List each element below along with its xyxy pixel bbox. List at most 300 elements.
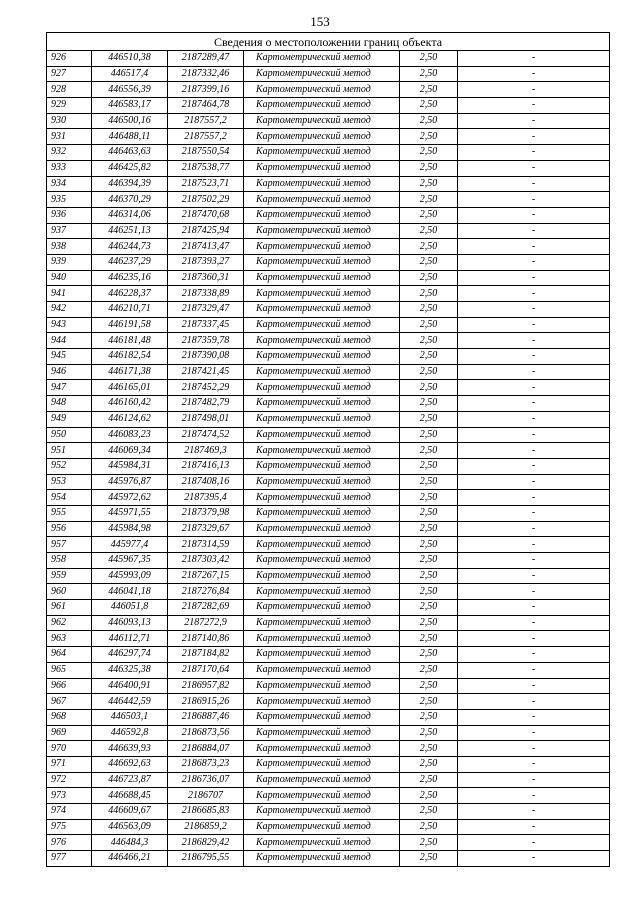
point-number-cell: 959 [47, 568, 92, 584]
note-cell: - [458, 349, 610, 365]
point-number-cell: 976 [47, 835, 92, 851]
method-cell: Картометрический метод [244, 254, 400, 270]
coordinate-x-cell: 446442,59 [92, 694, 168, 710]
table-row [47, 82, 610, 98]
coordinate-y-cell: 2186707 [168, 788, 244, 804]
table-row [47, 66, 610, 82]
coordinate-x-cell: 445984,31 [92, 458, 168, 474]
coordinate-y-cell: 2187470,68 [168, 207, 244, 223]
point-number-cell: 948 [47, 396, 92, 412]
note-cell: - [458, 615, 610, 631]
coordinate-x-cell: 446093,13 [92, 615, 168, 631]
table-row [47, 98, 610, 114]
note-cell: - [458, 302, 610, 318]
note-cell: - [458, 113, 610, 129]
coordinate-y-cell: 2186887,46 [168, 709, 244, 725]
accuracy-cell: 2,50 [400, 254, 458, 270]
method-cell: Картометрический метод [244, 678, 400, 694]
note-cell: - [458, 396, 610, 412]
table-row [47, 772, 610, 788]
method-cell: Картометрический метод [244, 521, 400, 537]
table-row [47, 176, 610, 192]
note-cell: - [458, 66, 610, 82]
table-row [47, 505, 610, 521]
point-number-cell: 930 [47, 113, 92, 129]
coordinate-y-cell: 2187282,69 [168, 600, 244, 616]
coordinate-x-cell: 446639,93 [92, 741, 168, 757]
method-cell: Картометрический метод [244, 192, 400, 208]
table-row [47, 851, 610, 867]
point-number-cell: 967 [47, 694, 92, 710]
method-cell: Картометрический метод [244, 725, 400, 741]
coordinate-x-cell: 446503,1 [92, 709, 168, 725]
accuracy-cell: 2,50 [400, 725, 458, 741]
accuracy-cell: 2,50 [400, 207, 458, 223]
note-cell: - [458, 490, 610, 506]
coordinate-y-cell: 2186884,07 [168, 741, 244, 757]
coordinate-x-cell: 445993,09 [92, 568, 168, 584]
method-cell: Картометрический метод [244, 694, 400, 710]
point-number-cell: 941 [47, 286, 92, 302]
coordinate-y-cell: 2187425,94 [168, 223, 244, 239]
point-number-cell: 934 [47, 176, 92, 192]
note-cell: - [458, 458, 610, 474]
table-row [47, 662, 610, 678]
table-row [47, 317, 610, 333]
table-caption: Сведения о местоположении границ объекта [47, 33, 610, 51]
point-number-cell: 929 [47, 98, 92, 114]
method-cell: Картометрический метод [244, 411, 400, 427]
note-cell: - [458, 851, 610, 867]
coordinate-x-cell: 445971,55 [92, 505, 168, 521]
table-row [47, 302, 610, 318]
coordinate-y-cell: 2187557,2 [168, 113, 244, 129]
coordinate-y-cell: 2187538,77 [168, 160, 244, 176]
coordinate-x-cell: 446182,54 [92, 349, 168, 365]
method-cell: Картометрический метод [244, 396, 400, 412]
coordinate-y-cell: 2186957,82 [168, 678, 244, 694]
point-number-cell: 972 [47, 772, 92, 788]
method-cell: Картометрический метод [244, 286, 400, 302]
accuracy-cell: 2,50 [400, 568, 458, 584]
coordinate-x-cell: 446165,01 [92, 380, 168, 396]
coordinate-y-cell: 2187184,82 [168, 647, 244, 663]
note-cell: - [458, 600, 610, 616]
coordinate-y-cell: 2186795,55 [168, 851, 244, 867]
table-body [47, 51, 610, 867]
point-number-cell: 939 [47, 254, 92, 270]
point-number-cell: 956 [47, 521, 92, 537]
method-cell: Картометрический метод [244, 380, 400, 396]
point-number-cell: 935 [47, 192, 92, 208]
accuracy-cell: 2,50 [400, 223, 458, 239]
point-number-cell: 927 [47, 66, 92, 82]
coordinate-y-cell: 2187337,45 [168, 317, 244, 333]
accuracy-cell: 2,50 [400, 474, 458, 490]
method-cell: Картометрический метод [244, 474, 400, 490]
method-cell: Картометрический метод [244, 239, 400, 255]
point-number-cell: 945 [47, 349, 92, 365]
method-cell: Картометрический метод [244, 302, 400, 318]
method-cell: Картометрический метод [244, 129, 400, 145]
table-row [47, 349, 610, 365]
note-cell: - [458, 537, 610, 553]
coordinate-y-cell: 2186915,26 [168, 694, 244, 710]
accuracy-cell: 2,50 [400, 772, 458, 788]
coordinate-y-cell: 2187482,79 [168, 396, 244, 412]
coordinate-x-cell: 446692,63 [92, 756, 168, 772]
coordinate-y-cell: 2187408,16 [168, 474, 244, 490]
note-cell: - [458, 51, 610, 67]
coordinate-y-cell: 2187272,9 [168, 615, 244, 631]
coordinate-y-cell: 2187464,78 [168, 98, 244, 114]
coordinate-x-cell: 445984,98 [92, 521, 168, 537]
table-row [47, 709, 610, 725]
accuracy-cell: 2,50 [400, 427, 458, 443]
table-row [47, 835, 610, 851]
table-row [47, 521, 610, 537]
note-cell: - [458, 239, 610, 255]
point-number-cell: 963 [47, 631, 92, 647]
note-cell: - [458, 584, 610, 600]
table-row [47, 756, 610, 772]
coordinate-x-cell: 446191,58 [92, 317, 168, 333]
point-number-cell: 957 [47, 537, 92, 553]
coordinate-x-cell: 446083,23 [92, 427, 168, 443]
accuracy-cell: 2,50 [400, 788, 458, 804]
coordinate-x-cell: 446210,71 [92, 302, 168, 318]
coordinate-y-cell: 2187303,42 [168, 553, 244, 569]
coordinate-x-cell: 446041,18 [92, 584, 168, 600]
method-cell: Картометрический метод [244, 223, 400, 239]
point-number-cell: 954 [47, 490, 92, 506]
method-cell: Картометрический метод [244, 490, 400, 506]
point-number-cell: 938 [47, 239, 92, 255]
point-number-cell: 960 [47, 584, 92, 600]
point-number-cell: 977 [47, 851, 92, 867]
method-cell: Картометрический метод [244, 537, 400, 553]
accuracy-cell: 2,50 [400, 82, 458, 98]
coordinate-y-cell: 2187338,89 [168, 286, 244, 302]
coordinate-x-cell: 446688,45 [92, 788, 168, 804]
table-row [47, 207, 610, 223]
accuracy-cell: 2,50 [400, 631, 458, 647]
point-number-cell: 936 [47, 207, 92, 223]
point-number-cell: 973 [47, 788, 92, 804]
point-number-cell: 953 [47, 474, 92, 490]
accuracy-cell: 2,50 [400, 160, 458, 176]
method-cell: Картометрический метод [244, 349, 400, 365]
coordinate-y-cell: 2187452,29 [168, 380, 244, 396]
method-cell: Картометрический метод [244, 66, 400, 82]
coordinate-x-cell: 445972,62 [92, 490, 168, 506]
accuracy-cell: 2,50 [400, 349, 458, 365]
point-number-cell: 971 [47, 756, 92, 772]
accuracy-cell: 2,50 [400, 756, 458, 772]
accuracy-cell: 2,50 [400, 741, 458, 757]
point-number-cell: 931 [47, 129, 92, 145]
method-cell: Картометрический метод [244, 772, 400, 788]
accuracy-cell: 2,50 [400, 364, 458, 380]
accuracy-cell: 2,50 [400, 145, 458, 161]
coordinate-y-cell: 2186685,83 [168, 804, 244, 820]
method-cell: Картометрический метод [244, 113, 400, 129]
point-number-cell: 975 [47, 819, 92, 835]
method-cell: Картометрический метод [244, 458, 400, 474]
point-number-cell: 950 [47, 427, 92, 443]
note-cell: - [458, 819, 610, 835]
point-number-cell: 947 [47, 380, 92, 396]
coordinate-x-cell: 446425,82 [92, 160, 168, 176]
coordinate-y-cell: 2187390,08 [168, 349, 244, 365]
accuracy-cell: 2,50 [400, 584, 458, 600]
table-row [47, 396, 610, 412]
point-number-cell: 940 [47, 270, 92, 286]
table-row [47, 129, 610, 145]
method-cell: Картометрический метод [244, 98, 400, 114]
accuracy-cell: 2,50 [400, 443, 458, 459]
point-number-cell: 942 [47, 302, 92, 318]
accuracy-cell: 2,50 [400, 615, 458, 631]
table-row [47, 223, 610, 239]
point-number-cell: 961 [47, 600, 92, 616]
accuracy-cell: 2,50 [400, 804, 458, 820]
coordinate-y-cell: 2187523,71 [168, 176, 244, 192]
table-row [47, 631, 610, 647]
accuracy-cell: 2,50 [400, 600, 458, 616]
point-number-cell: 946 [47, 364, 92, 380]
method-cell: Картометрический метод [244, 741, 400, 757]
accuracy-cell: 2,50 [400, 239, 458, 255]
coordinate-x-cell: 446400,91 [92, 678, 168, 694]
coordinate-x-cell: 446112,71 [92, 631, 168, 647]
note-cell: - [458, 662, 610, 678]
coordinate-x-cell: 446488,11 [92, 129, 168, 145]
method-cell: Картометрический метод [244, 364, 400, 380]
accuracy-cell: 2,50 [400, 113, 458, 129]
method-cell: Картометрический метод [244, 568, 400, 584]
coordinate-x-cell: 446609,67 [92, 804, 168, 820]
table-row [47, 694, 610, 710]
coordinate-x-cell: 446160,42 [92, 396, 168, 412]
note-cell: - [458, 788, 610, 804]
method-cell: Картометрический метод [244, 647, 400, 663]
point-number-cell: 944 [47, 333, 92, 349]
accuracy-cell: 2,50 [400, 317, 458, 333]
coordinate-y-cell: 2187360,31 [168, 270, 244, 286]
point-number-cell: 964 [47, 647, 92, 663]
coordinate-y-cell: 2186873,56 [168, 725, 244, 741]
coordinate-y-cell: 2187413,47 [168, 239, 244, 255]
table-row [47, 568, 610, 584]
method-cell: Картометрический метод [244, 788, 400, 804]
method-cell: Картометрический метод [244, 333, 400, 349]
note-cell: - [458, 756, 610, 772]
note-cell: - [458, 568, 610, 584]
coordinate-y-cell: 2186859,2 [168, 819, 244, 835]
table-row [47, 474, 610, 490]
table-row [47, 615, 610, 631]
point-number-cell: 965 [47, 662, 92, 678]
accuracy-cell: 2,50 [400, 709, 458, 725]
point-number-cell: 951 [47, 443, 92, 459]
table-row [47, 647, 610, 663]
note-cell: - [458, 160, 610, 176]
accuracy-cell: 2,50 [400, 98, 458, 114]
accuracy-cell: 2,50 [400, 458, 458, 474]
method-cell: Картометрический метод [244, 505, 400, 521]
note-cell: - [458, 364, 610, 380]
point-number-cell: 932 [47, 145, 92, 161]
note-cell: - [458, 411, 610, 427]
accuracy-cell: 2,50 [400, 835, 458, 851]
table-row [47, 584, 610, 600]
point-number-cell: 949 [47, 411, 92, 427]
accuracy-cell: 2,50 [400, 333, 458, 349]
point-number-cell: 955 [47, 505, 92, 521]
coordinate-x-cell: 446325,38 [92, 662, 168, 678]
note-cell: - [458, 254, 610, 270]
coordinate-x-cell: 446517,4 [92, 66, 168, 82]
table-row [47, 160, 610, 176]
coordinate-y-cell: 2187399,16 [168, 82, 244, 98]
method-cell: Картометрический метод [244, 615, 400, 631]
note-cell: - [458, 286, 610, 302]
method-cell: Картометрический метод [244, 851, 400, 867]
accuracy-cell: 2,50 [400, 270, 458, 286]
note-cell: - [458, 631, 610, 647]
note-cell: - [458, 505, 610, 521]
coordinate-x-cell: 445976,87 [92, 474, 168, 490]
page-number: 153 [310, 14, 330, 29]
boundary-coordinates-table [46, 32, 610, 867]
note-cell: - [458, 835, 610, 851]
coordinate-y-cell: 2186829,42 [168, 835, 244, 851]
point-number-cell: 968 [47, 709, 92, 725]
coordinate-x-cell: 446251,13 [92, 223, 168, 239]
table-caption-row [47, 33, 610, 51]
note-cell: - [458, 521, 610, 537]
table-row [47, 443, 610, 459]
note-cell: - [458, 317, 610, 333]
coordinate-x-cell: 446563,09 [92, 819, 168, 835]
note-cell: - [458, 678, 610, 694]
coordinate-y-cell: 2187140,86 [168, 631, 244, 647]
coordinate-x-cell: 446228,37 [92, 286, 168, 302]
table-row [47, 333, 610, 349]
point-number-cell: 970 [47, 741, 92, 757]
method-cell: Картометрический метод [244, 835, 400, 851]
point-number-cell: 962 [47, 615, 92, 631]
coordinate-y-cell: 2187170,64 [168, 662, 244, 678]
accuracy-cell: 2,50 [400, 553, 458, 569]
point-number-cell: 943 [47, 317, 92, 333]
method-cell: Картометрический метод [244, 553, 400, 569]
coordinate-y-cell: 2187469,3 [168, 443, 244, 459]
table-row [47, 286, 610, 302]
accuracy-cell: 2,50 [400, 694, 458, 710]
accuracy-cell: 2,50 [400, 647, 458, 663]
table-row [47, 819, 610, 835]
coordinate-y-cell: 2187276,84 [168, 584, 244, 600]
coordinate-y-cell: 2187416,13 [168, 458, 244, 474]
table-row [47, 600, 610, 616]
coordinate-y-cell: 2187498,01 [168, 411, 244, 427]
method-cell: Картометрический метод [244, 317, 400, 333]
coordinate-y-cell: 2187421,45 [168, 364, 244, 380]
table-row [47, 364, 610, 380]
note-cell: - [458, 145, 610, 161]
coordinate-x-cell: 446583,17 [92, 98, 168, 114]
note-cell: - [458, 223, 610, 239]
accuracy-cell: 2,50 [400, 521, 458, 537]
note-cell: - [458, 694, 610, 710]
note-cell: - [458, 741, 610, 757]
note-cell: - [458, 176, 610, 192]
table-row [47, 113, 610, 129]
method-cell: Картометрический метод [244, 427, 400, 443]
table-row [47, 239, 610, 255]
coordinate-x-cell: 445977,4 [92, 537, 168, 553]
accuracy-cell: 2,50 [400, 51, 458, 67]
table-row [47, 192, 610, 208]
coordinate-y-cell: 2187557,2 [168, 129, 244, 145]
note-cell: - [458, 647, 610, 663]
method-cell: Картометрический метод [244, 207, 400, 223]
table-row [47, 490, 610, 506]
note-cell: - [458, 725, 610, 741]
coordinate-x-cell: 446556,39 [92, 82, 168, 98]
method-cell: Картометрический метод [244, 756, 400, 772]
coordinate-x-cell: 446723,87 [92, 772, 168, 788]
coordinate-x-cell: 446069,34 [92, 443, 168, 459]
method-cell: Картометрический метод [244, 82, 400, 98]
accuracy-cell: 2,50 [400, 396, 458, 412]
table-row [47, 537, 610, 553]
coordinate-y-cell: 2187395,4 [168, 490, 244, 506]
coordinate-x-cell: 446510,38 [92, 51, 168, 67]
note-cell: - [458, 380, 610, 396]
note-cell: - [458, 553, 610, 569]
note-cell: - [458, 129, 610, 145]
coordinate-x-cell: 446463,63 [92, 145, 168, 161]
coordinate-x-cell: 446394,39 [92, 176, 168, 192]
coordinate-y-cell: 2187289,47 [168, 51, 244, 67]
coordinate-y-cell: 2187359,78 [168, 333, 244, 349]
coordinate-y-cell: 2187379,98 [168, 505, 244, 521]
coordinate-x-cell: 446297,74 [92, 647, 168, 663]
method-cell: Картометрический метод [244, 631, 400, 647]
note-cell: - [458, 772, 610, 788]
coordinate-x-cell: 446314,06 [92, 207, 168, 223]
coordinate-x-cell: 446466,21 [92, 851, 168, 867]
coordinate-y-cell: 2187550,54 [168, 145, 244, 161]
note-cell: - [458, 98, 610, 114]
point-number-cell: 969 [47, 725, 92, 741]
accuracy-cell: 2,50 [400, 505, 458, 521]
accuracy-cell: 2,50 [400, 380, 458, 396]
accuracy-cell: 2,50 [400, 66, 458, 82]
coordinate-x-cell: 446484,3 [92, 835, 168, 851]
accuracy-cell: 2,50 [400, 537, 458, 553]
note-cell: - [458, 192, 610, 208]
accuracy-cell: 2,50 [400, 411, 458, 427]
method-cell: Картометрический метод [244, 709, 400, 725]
coordinate-y-cell: 2187474,52 [168, 427, 244, 443]
table-row [47, 270, 610, 286]
method-cell: Картометрический метод [244, 662, 400, 678]
method-cell: Картометрический метод [244, 160, 400, 176]
